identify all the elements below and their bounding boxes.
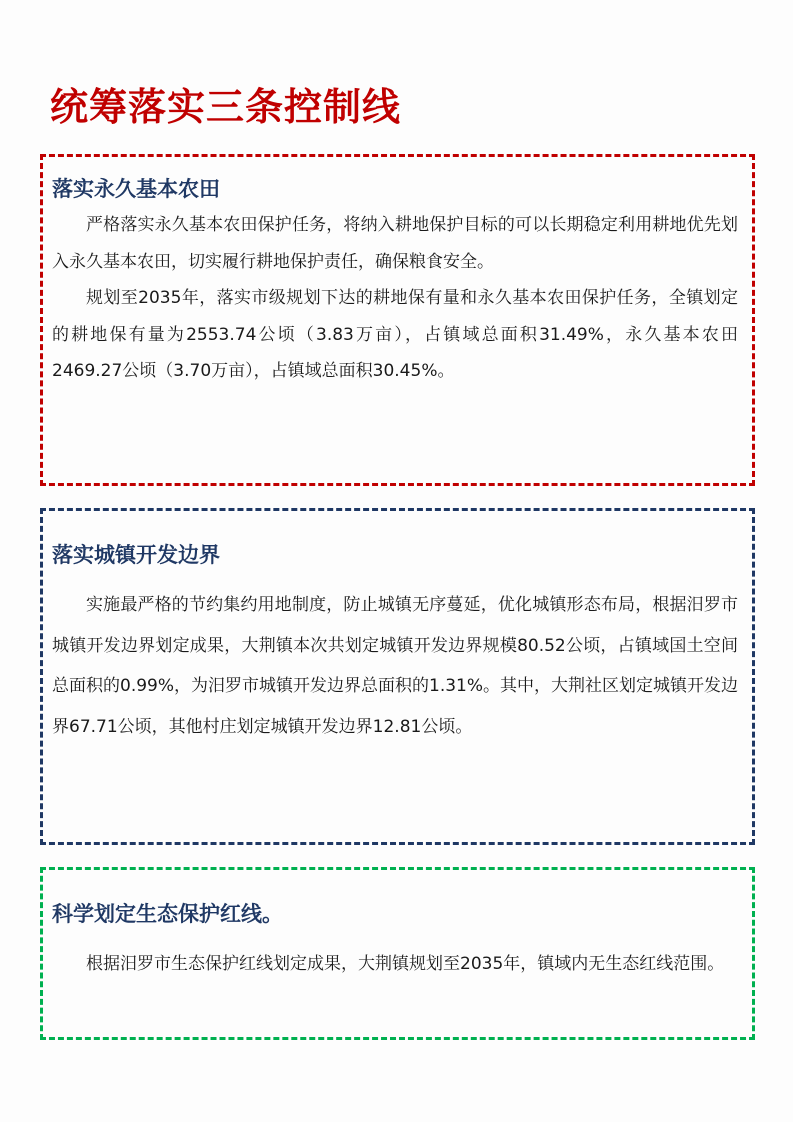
page-title: 统筹落实三条控制线 [50,85,402,129]
section-heading-farmland: 落实永久基本农田 [52,177,220,201]
section-ecological-redline [40,867,755,1040]
urban-boundary-paragraph: 实施最严格的节约集约用地制度，防止城镇无序蔓延，优化城镇形态布局，根据汨罗市城镇开发边界划定成果，大荆镇本次共划定城镇开发边界规模80.52公顷，占镇域国土空间总面积的0.99%，为汨罗市城镇开发边界总面积的1.31%。其中，大荆社区划定城镇开发边界67.71公顷，其他村庄划定城镇开发边界12.81公顷。 [52,595,739,737]
section-farmland [40,154,755,486]
section-heading-urban-boundary: 落实城镇开发边界 [52,543,220,567]
section-urban-boundary [40,508,755,845]
farmland-paragraph-1: 严格落实永久基本农田保护任务，将纳入耕地保护目标的可以长期稳定利用耕地优先划入永久基本农田，切实履行耕地保护责任，确保粮食安全。 [52,215,738,272]
ecological-redline-paragraph: 根据汨罗市生态保护红线划定成果，大荆镇规划至2035年，镇域内无生态红线范围。 [86,954,725,974]
section-heading-ecological-redline: 科学划定生态保护红线。 [52,902,283,926]
farmland-paragraph-2: 规划至2035年，落实市级规划下达的耕地保有量和永久基本农田保护任务，全镇划定的耕地保有量为2553.74公顷（3.83万亩），占镇域总面积31.49%，永久基本农田2469.27公顷（3.70万亩），占镇域总面积30.45%。 [52,288,738,381]
